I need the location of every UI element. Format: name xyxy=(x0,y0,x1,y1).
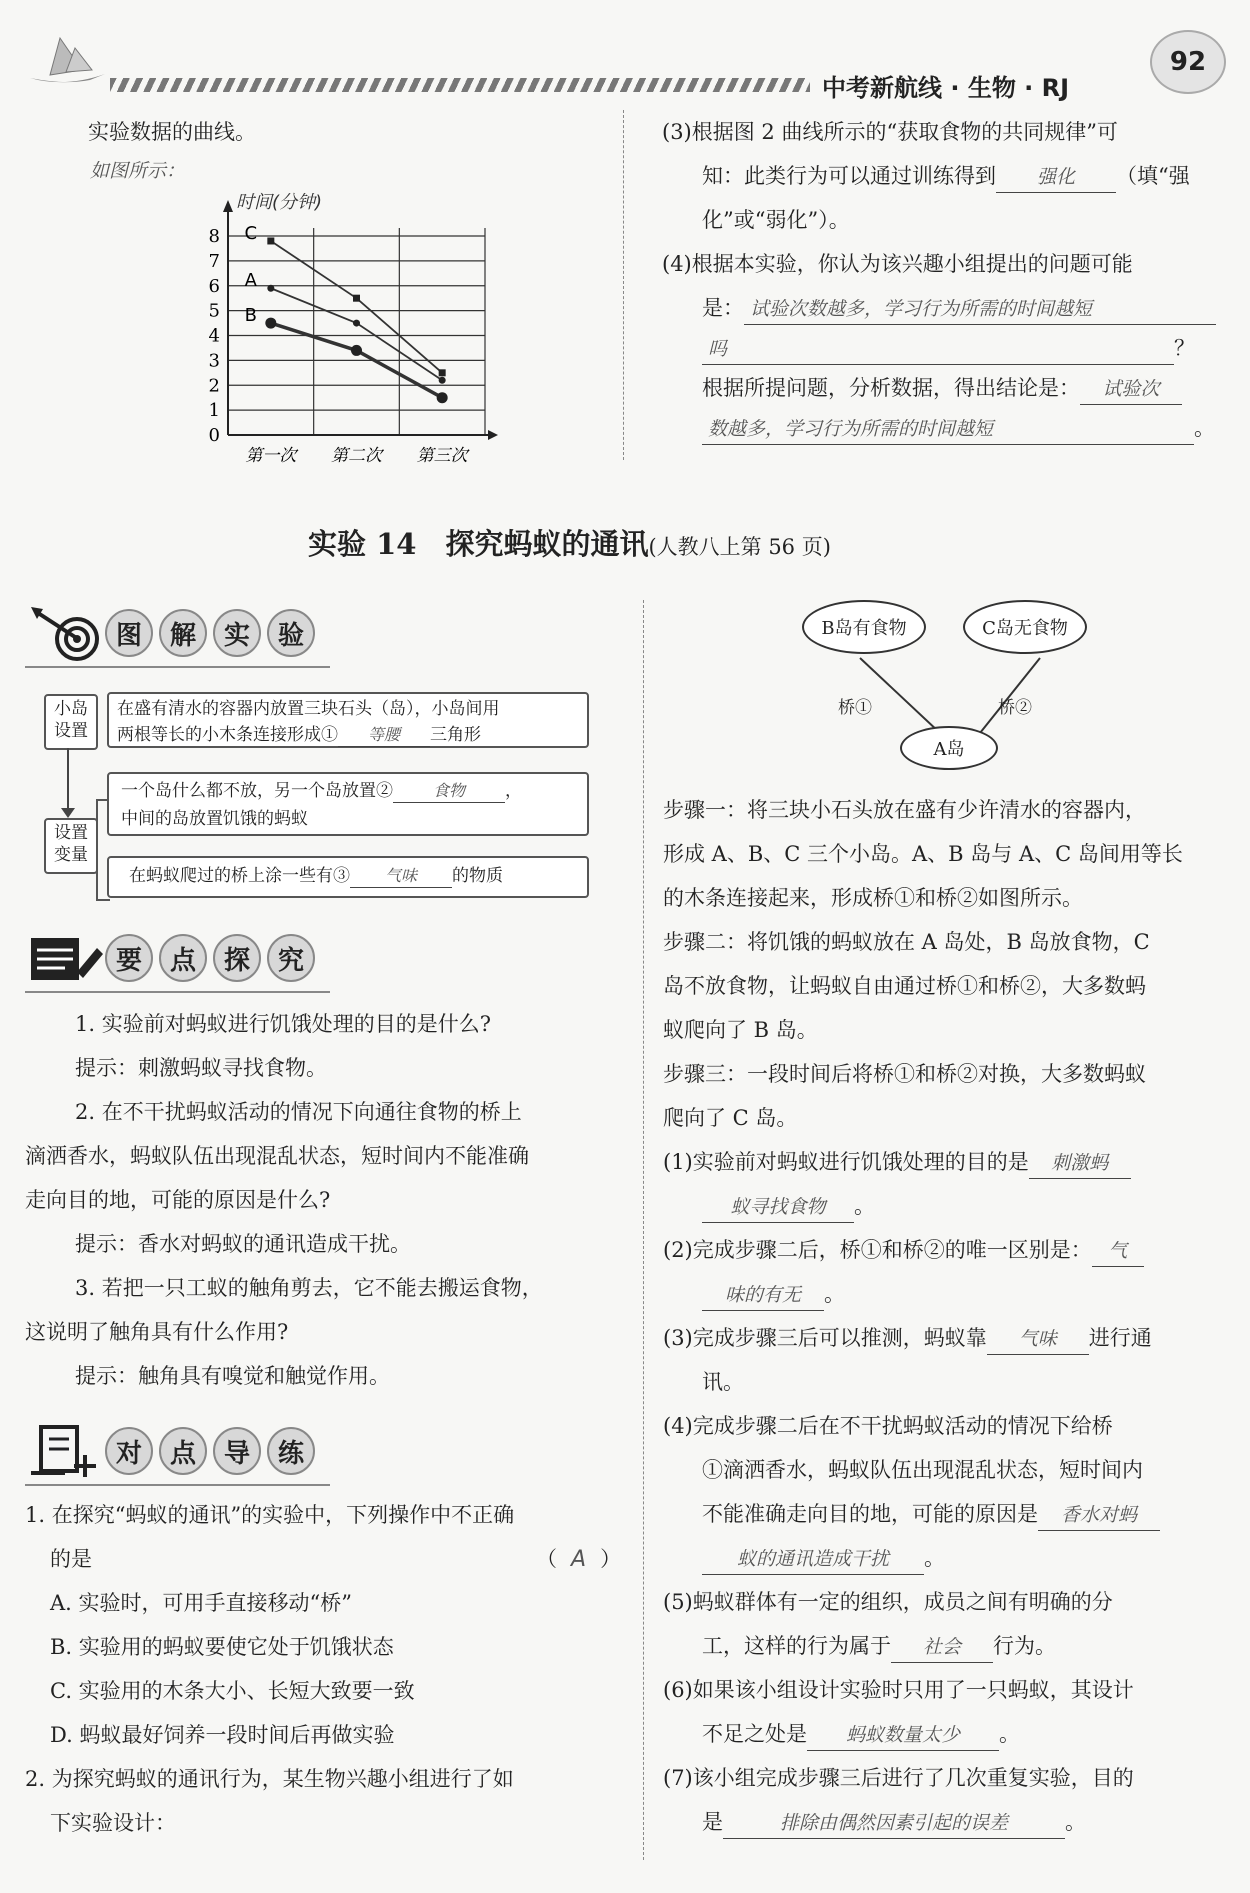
chart-x-tick: 第一次 xyxy=(245,446,297,466)
tr-q4-line1: (4)根据本实验，你认为该兴趣小组提出的问题可能 xyxy=(662,252,1133,276)
q4-answer1: 香水对蚂 xyxy=(1038,1500,1160,1531)
box2-line1 xyxy=(121,777,575,805)
column-divider-bottom xyxy=(643,600,644,1860)
tr-q4-line3 xyxy=(702,326,1195,370)
q1-line1 xyxy=(663,1140,1131,1184)
s2-char3: 探 xyxy=(213,934,261,982)
island-b-label: B岛有食物 xyxy=(821,618,907,639)
page-number-text: 92 xyxy=(1169,47,1207,77)
tr-q4-end: 。 xyxy=(1194,416,1215,440)
ex1-answer: A xyxy=(571,1547,587,1572)
box2-line2: 中间的岛放置饥饿的蚂蚁 xyxy=(121,809,308,829)
ex1-option-d: D. 蚂蚁最好饲养一段时间后再做实验 xyxy=(50,1723,395,1747)
kp3-q2: 这说明了触角具有什么作用? xyxy=(25,1320,289,1344)
q1-text: (1)实验前对蚂蚁进行饥饿处理的目的是 xyxy=(663,1150,1029,1174)
tr-q4-answer4: 数越多，学习行为所需的时间越短 xyxy=(702,414,1194,445)
box1-end: 三角形 xyxy=(430,725,481,745)
s1-char4: 验 xyxy=(267,609,315,657)
q6-text: 不足之处是 xyxy=(702,1722,807,1746)
tr-q4-answer2: 吗 xyxy=(702,334,1174,365)
tr-q3-line3: 化”或“弱化”）。 xyxy=(702,208,850,232)
diagram-box3 xyxy=(107,856,589,898)
chart-point xyxy=(439,377,446,384)
chart-point xyxy=(265,318,276,329)
box2-text: 一个岛什么都不放，另一个岛放置 xyxy=(121,781,376,801)
q6-line2 xyxy=(702,1712,1020,1756)
notes-icon xyxy=(25,928,105,988)
chart-point xyxy=(353,295,360,302)
top-left-note: 如图所示： xyxy=(90,160,186,182)
bridge2-label: 桥② xyxy=(998,698,1032,718)
q2-answer2: 味的有无 xyxy=(702,1280,824,1311)
q4-line2: ①滴洒香水，蚂蚁队伍出现混乱状态，短时间内 xyxy=(702,1458,1143,1482)
chart-point xyxy=(353,320,360,327)
tr-q4-line2 xyxy=(702,286,1216,330)
q4-answer2: 蚁的通讯造成干扰 xyxy=(702,1544,924,1575)
q7-text: 是 xyxy=(702,1810,723,1834)
header-logo xyxy=(20,30,110,90)
island-a xyxy=(900,726,998,770)
kp2-q1: 2. 在不干扰蚂蚁活动的情况下向通往食物的桥上 xyxy=(75,1100,522,1124)
island-diagram xyxy=(790,598,1100,773)
chart-y-tick: 7 xyxy=(208,250,220,272)
ex1-option-c: C. 实验用的木条大小、长短大致要一致 xyxy=(50,1679,415,1703)
chart-point xyxy=(351,345,362,356)
tr-q4-qmark: ？ xyxy=(1174,336,1195,360)
section-illustrated xyxy=(25,600,330,668)
section-practice xyxy=(25,1418,330,1486)
q2-text: (2)完成步骤二后，桥①和桥②的唯一区别是： xyxy=(663,1238,1092,1262)
s2-char4: 究 xyxy=(267,934,315,982)
chart-x-tick: 第三次 xyxy=(416,446,468,466)
label-set-variable-text: 设置 变量 xyxy=(54,823,88,865)
tr-q3-text: 知：此类行为可以通过训练得到 xyxy=(702,164,996,188)
experiment-title xyxy=(308,522,831,563)
ship-logo-icon xyxy=(20,30,110,90)
box3-answer: 气味 xyxy=(350,865,452,888)
chart-y-tick: 4 xyxy=(208,325,220,347)
q7-line1: (7)该小组完成步骤三后进行了几次重复实验，目的 xyxy=(663,1766,1134,1790)
step2-line2: 岛不放食物，让蚂蚁自由通过桥①和桥②，大多数蚂 xyxy=(663,974,1146,998)
island-c-label: C岛无食物 xyxy=(982,618,1068,639)
box2-end: ， xyxy=(505,781,522,801)
q3-line1 xyxy=(663,1316,1152,1360)
title-main: 实验 14 探究蚂蚁的通讯 xyxy=(308,527,649,561)
q2-line2 xyxy=(702,1272,845,1316)
box1-line1: 在盛有清水的容器内放置三块石头（岛），小岛间用 xyxy=(117,699,500,719)
s3-char2: 点 xyxy=(159,1427,207,1475)
q1-answer2: 蚁寻找食物 xyxy=(702,1192,854,1223)
step3-line2: 爬向了 C 岛。 xyxy=(663,1106,798,1130)
q5-text: 工，这样的行为属于 xyxy=(702,1634,891,1658)
ex1-line1: 1. 在探究“蚂蚁的通讯”的实验中，下列操作中不正确 xyxy=(25,1503,515,1527)
q4-text: 不能准确走向目的地，可能的原因是 xyxy=(702,1502,1038,1526)
ex1-answer-paren xyxy=(536,1537,621,1582)
q4-line4 xyxy=(702,1536,945,1580)
ex1-line2: 的是 xyxy=(50,1547,92,1571)
island-b xyxy=(802,600,926,654)
q1-answer1: 刺激蚂 xyxy=(1029,1148,1131,1179)
q4-end: 。 xyxy=(924,1546,945,1570)
s3-char3: 导 xyxy=(213,1427,261,1475)
step3-line1: 步骤三：一段时间后将桥①和桥②对换，大多数蚂蚁 xyxy=(663,1062,1146,1086)
s1-char3: 实 xyxy=(213,609,261,657)
diagram-arrow-head xyxy=(61,808,75,818)
chart-y-tick: 1 xyxy=(208,400,220,422)
q4-line3 xyxy=(702,1492,1160,1536)
diagram-arrow xyxy=(67,748,69,816)
step2-line3: 蚁爬向了 B 岛。 xyxy=(663,1018,818,1042)
chart-y-label: 时间(分钟) xyxy=(236,192,323,213)
diagram-box1 xyxy=(107,692,589,748)
tr-q4-conclusion: 根据所提问题，分析数据，得出结论是： xyxy=(702,376,1080,400)
kp3-q1: 3. 若把一只工蚁的触角剪去，它不能去搬运食物， xyxy=(75,1276,543,1300)
box1-answer: 等腰 xyxy=(338,724,430,747)
q3-line2: 讯。 xyxy=(702,1370,744,1394)
kp2-q3: 走向目的地，可能的原因是什么? xyxy=(25,1188,331,1212)
island-a-label: A岛 xyxy=(933,739,965,760)
target-icon xyxy=(25,603,105,663)
tr-q3-answer: 强化 xyxy=(996,162,1116,193)
section-key-points xyxy=(25,925,330,993)
step2-line1: 步骤二：将饥饿的蚂蚁放在 A 岛处，B 岛放食物，C xyxy=(663,930,1150,954)
box1-text: 两根等长的小木条连接形成 xyxy=(117,725,321,745)
s1-char1: 图 xyxy=(105,609,153,657)
top-left-line1: 实验数据的曲线。 xyxy=(88,120,256,144)
q7-end: 。 xyxy=(1065,1810,1086,1834)
q3-answer: 气味 xyxy=(987,1324,1089,1355)
q6-line1: (6)如果该小组设计实验时只用了一只蚂蚁，其设计 xyxy=(663,1678,1134,1702)
chart-y-tick: 8 xyxy=(208,226,220,247)
q5-line2 xyxy=(702,1624,1056,1668)
ex1-paren-right: ） xyxy=(600,1547,622,1571)
q6-answer: 蚂蚁数量太少 xyxy=(807,1720,999,1751)
step1-line2: 形成 A、B、C 三个小岛。A、B 岛与 A、C 岛间用等长 xyxy=(663,842,1183,866)
q1-line2 xyxy=(702,1184,875,1228)
chart-y-tick: 0 xyxy=(208,425,220,446)
island-c xyxy=(963,600,1087,654)
tr-q4-line4 xyxy=(702,366,1182,410)
box2-num: ② xyxy=(376,781,393,801)
q2-line1 xyxy=(663,1228,1144,1272)
q2-answer1: 气 xyxy=(1092,1236,1144,1267)
tr-q3-line2 xyxy=(702,154,1190,198)
diagram-box2 xyxy=(107,772,589,836)
chart-x-arrow xyxy=(488,430,498,440)
bridge1-label: 桥① xyxy=(838,698,872,718)
tr-q3-fill: （填“强 xyxy=(1116,164,1190,188)
chart-y-tick: 6 xyxy=(208,275,220,297)
chart-y-arrow xyxy=(223,200,233,212)
ex1-option-a: A. 实验时，可用手直接移动“桥” xyxy=(50,1591,352,1615)
label-island-setup-text: 小岛 设置 xyxy=(54,699,88,741)
label-set-variable xyxy=(44,818,98,874)
label-island-setup xyxy=(44,694,98,750)
column-divider-top xyxy=(623,110,624,460)
box3-num: ③ xyxy=(333,866,350,886)
chart-svg xyxy=(200,190,500,470)
tr-q4-answer3: 试验次 xyxy=(1080,374,1182,405)
chart-series-label: A xyxy=(244,270,257,292)
page-number xyxy=(1150,30,1226,94)
chart-series-label: B xyxy=(244,305,258,327)
step1-line3: 的木条连接起来，形成桥①和桥②如图所示。 xyxy=(663,886,1083,910)
kp1-question: 1. 实验前对蚂蚁进行饥饿处理的目的是什么? xyxy=(75,1012,491,1036)
q5-line1: (5)蚂蚁群体有一定的组织，成员之间有明确的分 xyxy=(663,1590,1113,1614)
step1-line1: 步骤一：将三块小石头放在盛有少许清水的容器内， xyxy=(663,798,1146,822)
box2-answer: 食物 xyxy=(393,780,505,803)
s1-char2: 解 xyxy=(159,609,207,657)
line-chart xyxy=(200,190,500,470)
q7-answer: 排除由偶然因素引起的误差 xyxy=(723,1808,1065,1839)
chart-y-tick: 2 xyxy=(208,375,220,397)
tr-q3-line1: (3)根据图 2 曲线所示的“获取食物的共同规律”可 xyxy=(662,120,1118,144)
q3-text2: 进行通 xyxy=(1088,1326,1152,1350)
box3-end: 的物质 xyxy=(452,866,503,886)
s2-char2: 点 xyxy=(159,934,207,982)
tr-q4-text: 是： xyxy=(702,296,744,320)
q4-line1: (4)完成步骤二后在不干扰蚂蚁活动的情况下给桥 xyxy=(663,1414,1113,1438)
kp1-hint: 提示：刺激蚂蚁寻找食物。 xyxy=(75,1056,327,1080)
kp2-hint: 提示：香水对蚂蚁的通讯造成干扰。 xyxy=(75,1232,411,1256)
kp3-hint: 提示：触角具有嗅觉和触觉作用。 xyxy=(75,1364,390,1388)
chart-series-line xyxy=(271,288,442,380)
s2-char1: 要 xyxy=(105,934,153,982)
q6-end: 。 xyxy=(999,1722,1020,1746)
header-book-title: 中考新航线 · 生物 · RJ xyxy=(822,74,1070,102)
chart-point xyxy=(439,369,446,376)
ex2-line1: 2. 为探究蚂蚁的通讯行为，某生物兴趣小组进行了如 xyxy=(25,1767,514,1791)
q7-line2 xyxy=(702,1800,1086,1844)
chart-point xyxy=(267,285,274,292)
q1-end: 。 xyxy=(854,1194,875,1218)
s3-char4: 练 xyxy=(267,1427,315,1475)
q3-text: (3)完成步骤三后可以推测，蚂蚁靠 xyxy=(663,1326,987,1350)
ex1-option-b: B. 实验用的蚂蚁要使它处于饥饿状态 xyxy=(50,1635,394,1659)
box1-num: ① xyxy=(321,725,338,745)
ex2-line2: 下实验设计： xyxy=(50,1811,176,1835)
chart-x-tick: 第二次 xyxy=(331,446,382,466)
ex1-paren-left: （ xyxy=(536,1547,557,1571)
chart-y-tick: 3 xyxy=(208,350,220,372)
tr-q4-answer1: 试验次数越多，学习行为所需的时间越短 xyxy=(744,294,1216,325)
q2-end: 。 xyxy=(824,1282,845,1306)
q5-answer: 社会 xyxy=(891,1632,993,1663)
tr-q4-line5 xyxy=(702,406,1215,450)
paper-plus-icon xyxy=(25,1421,105,1481)
title-sub: (人教八上第 56 页) xyxy=(648,535,831,559)
q5-text2: 行为。 xyxy=(993,1634,1056,1658)
chart-point xyxy=(437,392,448,403)
box1-line2 xyxy=(117,722,579,748)
chart-series-label: C xyxy=(244,222,258,244)
chart-y-tick: 5 xyxy=(208,300,220,322)
chart-point xyxy=(267,237,274,244)
box3-text: 在蚂蚁爬过的桥上涂一些有 xyxy=(129,866,333,886)
kp2-q2: 滴洒香水，蚂蚁队伍出现混乱状态，短时间内不能准确 xyxy=(25,1144,529,1168)
s3-char1: 对 xyxy=(105,1427,153,1475)
header-stripe xyxy=(110,78,810,92)
